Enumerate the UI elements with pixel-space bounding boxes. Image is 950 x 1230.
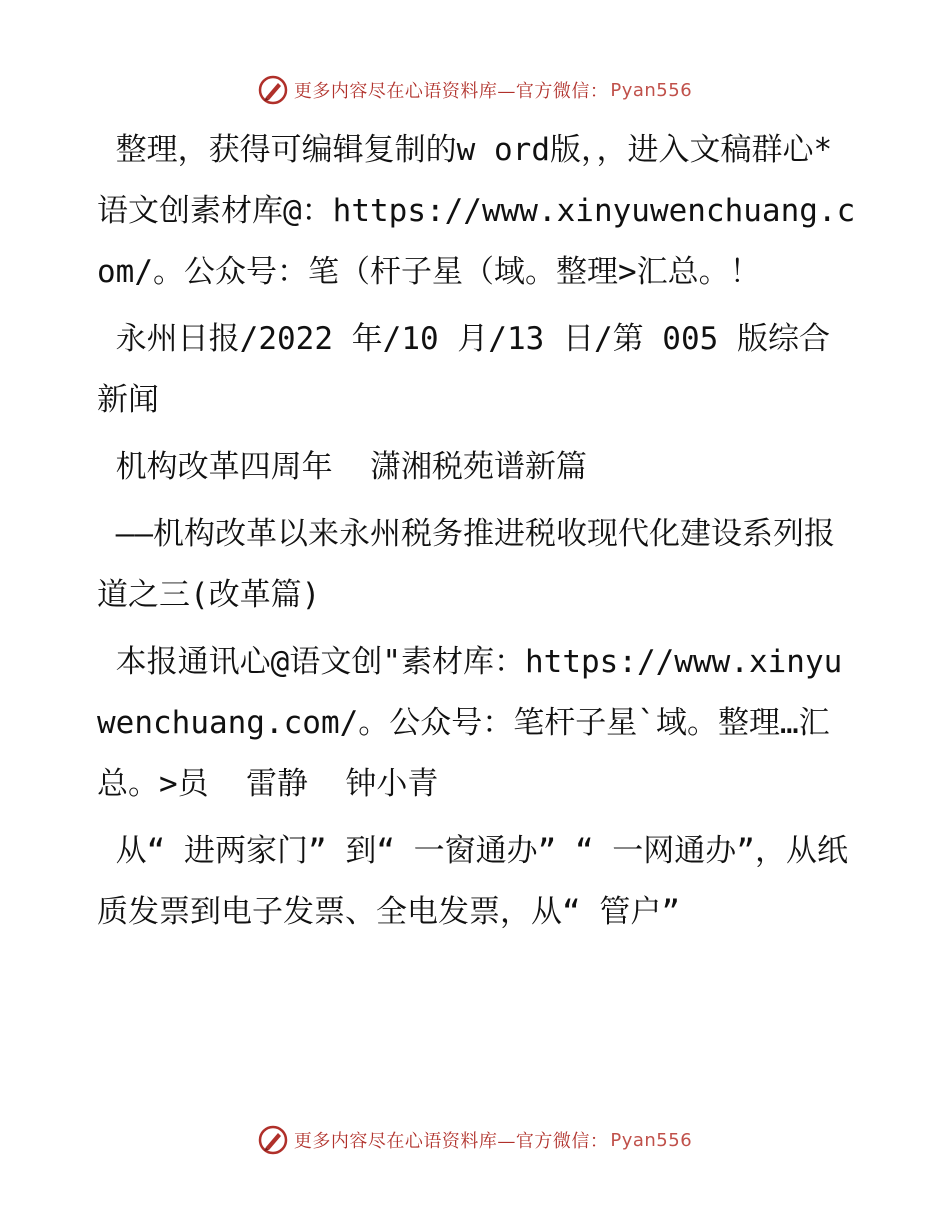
- paragraph-body: 从“ 进两家门” 到“ 一窗通办” “ 一网通办”，从纸质发票到电子发票、全电发票，从“ 管户”: [97, 833, 848, 930]
- article-subtitle: ——机构改革以来永州税务推进税收现代化建设系列报道之三(改革篇): [97, 516, 835, 613]
- watermark-text: 更多内容尽在心语资料库—官方微信：: [293, 1131, 609, 1152]
- article-title: 机构改革四周年 潇湘税苑谱新篇: [97, 449, 587, 485]
- watermark-handle: Pyan556: [610, 79, 693, 101]
- watermark-banner-top: [0, 70, 950, 110]
- paragraph-byline: 本报通讯心@语文创"素材库：https://www.xinyuwenchuang.com/。公众号：笔杆子星`域。整理…汇总。>员 雷静 钟小青: [97, 644, 843, 802]
- pen-logo-icon: [258, 1125, 288, 1155]
- document-body: [97, 120, 857, 943]
- paragraph-source: 永州日报/2022 年/10 月/13 日/第 005 版综合新闻: [97, 321, 830, 418]
- watermark-text: 更多内容尽在心语资料库—官方微信：: [293, 81, 609, 102]
- watermark-banner-bottom: [0, 1120, 950, 1160]
- pen-logo-icon: [258, 75, 288, 105]
- paragraph-intro: 整理，获得可编辑复制的w ord版，，进入文稿群心*语文创素材库@：https://www.xinyuwenchuang.com/。公众号：笔（杆子星（域。整理>汇总。！: [97, 132, 856, 290]
- watermark-handle: Pyan556: [610, 1129, 693, 1151]
